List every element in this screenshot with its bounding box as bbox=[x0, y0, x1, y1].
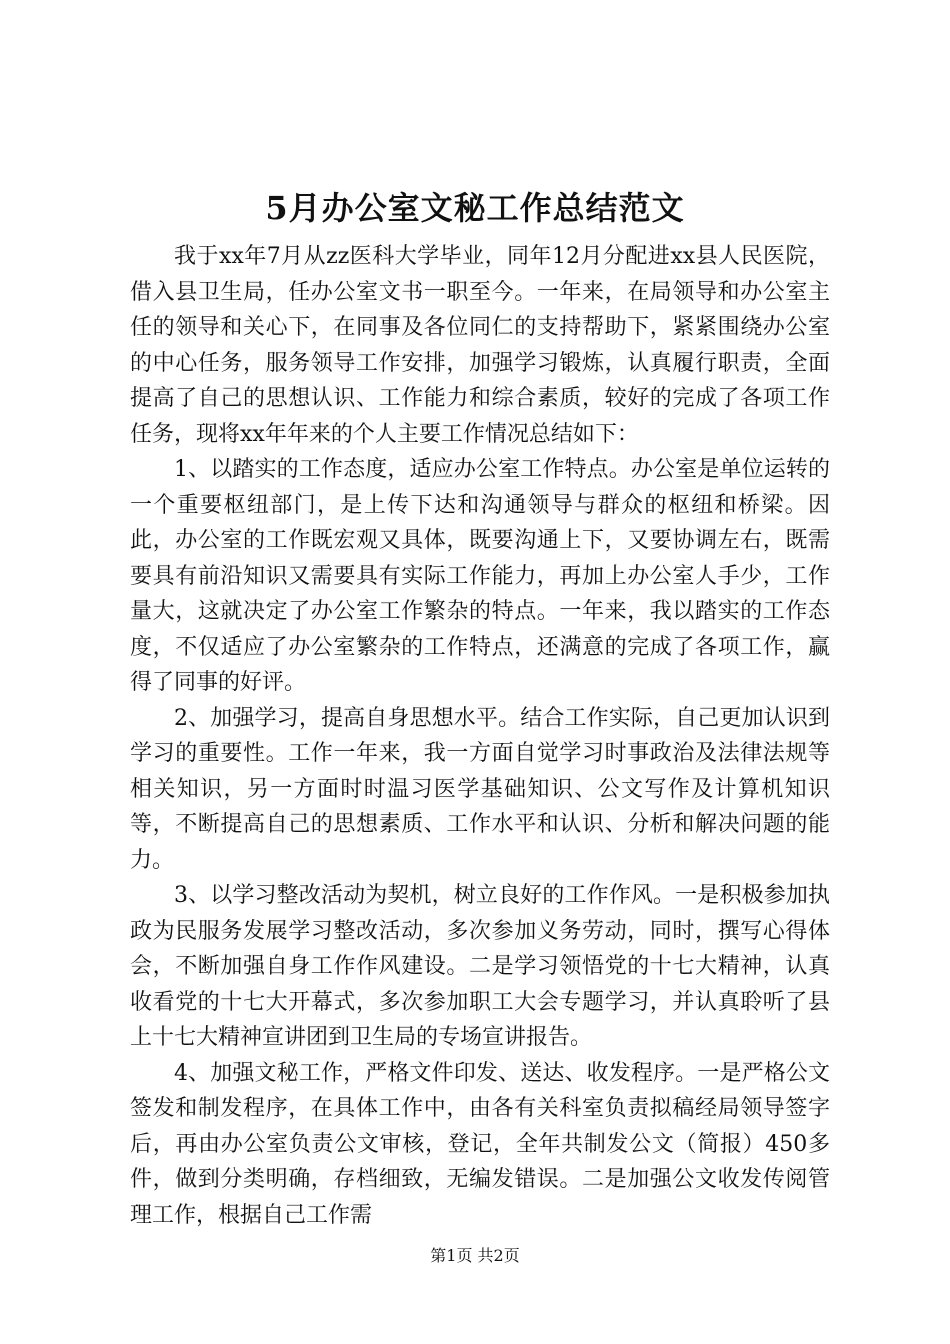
paragraph-item-1: 1、以踏实的工作态度，适应办公室工作特点。办公室是单位运转的一个重要枢纽部门，是上传下达和沟通领导与群众的枢纽和桥梁。因此，办公室的工作既宏观又具体，既要沟通上下，又要协调左右，既需要具有前沿知识又需要具有实际工作能力，再加上办公室人手少，工作量大，这就决定了办公室工作繁杂的特点。一年来，我以踏实的工作态度，不仅适应了办公室繁杂的工作特点，还满意的完成了各项工作，赢得了同事的好评。 bbox=[130, 457, 830, 695]
paragraph-item-4: 4、加强文秘工作，严格文件印发、送达、收发程序。一是严格公文签发和制发程序，在具体工作中，由各有关科室负责拟稿经局领导签字后，再由办公室负责公文审核，登记，全年共制发公文（简报）450多件，做到分类明确，存档细致，无编发错误。二是加强公文收发传阅管理工作，根据自己工作需 bbox=[130, 1060, 830, 1228]
page-number-footer: 第1页 共2页 bbox=[430, 1246, 520, 1265]
document-body bbox=[130, 239, 830, 1233]
paragraph-intro: 我于xx年7月从zz医科大学毕业，同年12月分配进xx县人民医院，借入县卫生局，任办公室文书一职至今。一年来，在局领导和办公室主任的领导和关心下，在同事及各位同仁的支持帮助下，紧紧围绕办公室的中心任务，服务领导工作安排，加强学习锻炼，认真履行职责，全面提高了自己的思想认识、工作能力和综合素质，较好的完成了各项工作任务，现将xx年年来的个人主要工作情况总结如下： bbox=[130, 244, 830, 447]
paragraph-item-2: 2、加强学习，提高自身思想水平。结合工作实际，自己更加认识到学习的重要性。工作一年来，我一方面自觉学习时事政治及法律法规等相关知识，另一方面时时温习医学基础知识、公文写作及计算机知识等，不断提高自己的思想素质、工作水平和认识、分析和解决问题的能力。 bbox=[130, 705, 830, 873]
paragraph-item-3: 3、以学习整改活动为契机，树立良好的工作作风。一是积极参加执政为民服务发展学习整改活动，多次参加义务劳动，同时，撰写心得体会，不断加强自身工作作风建设。二是学习领悟党的十七大精神，认真收看党的十七大开幕式，多次参加职工大会专题学习，并认真聆听了县上十七大精神宣讲团到卫生局的专场宣讲报告。 bbox=[130, 883, 830, 1050]
document-title: 5月办公室文秘工作总结范文 bbox=[265, 189, 685, 227]
